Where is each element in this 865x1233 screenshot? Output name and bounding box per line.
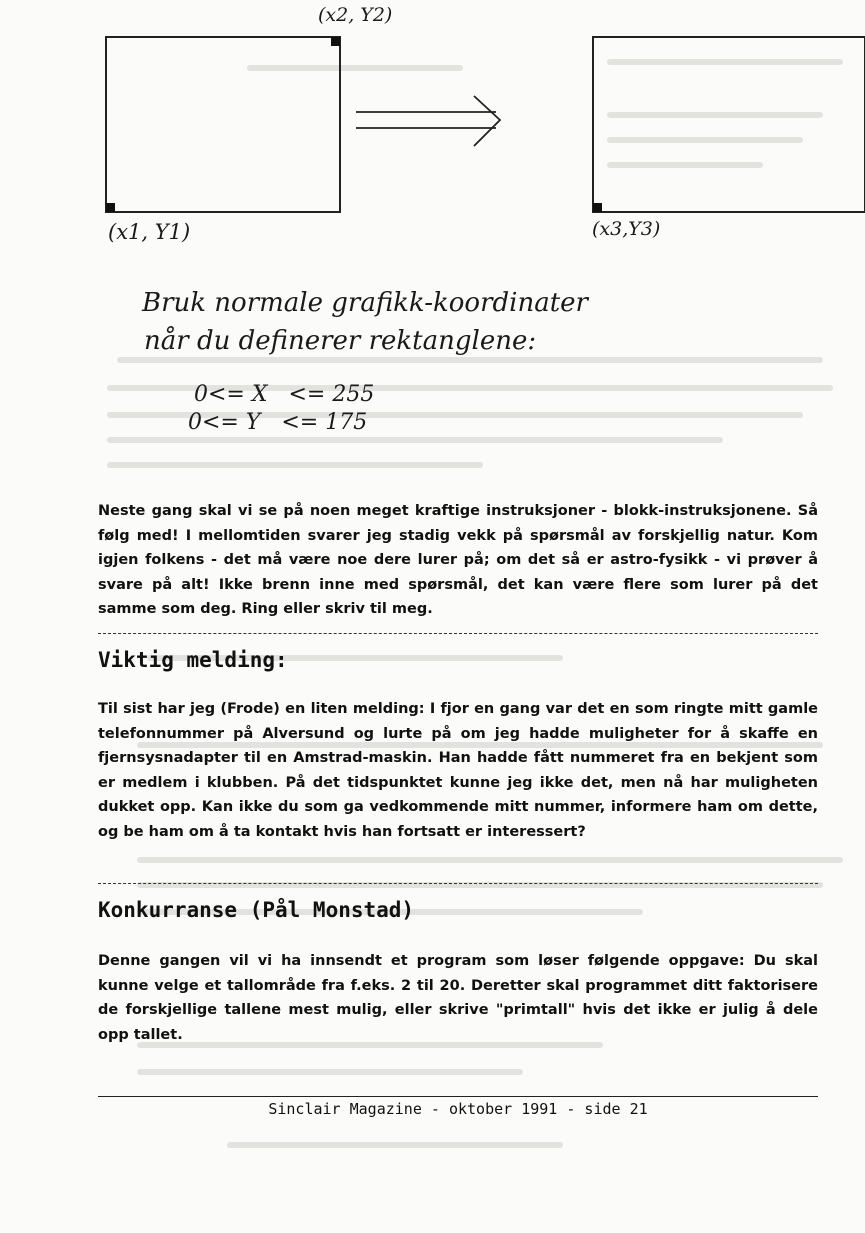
source-rectangle	[106, 37, 340, 212]
note-range-y: 0<= Y <= 175	[188, 410, 368, 435]
rectangle-diagram	[0, 0, 865, 250]
label-x1y1: (x1, Y1)	[108, 220, 191, 244]
footer-rule	[98, 1096, 818, 1097]
corner-marker-x1y1	[106, 203, 115, 212]
note-line-2: når du definerer rektanglene:	[144, 326, 537, 356]
contest-body: Denne gangen vil vi ha innsendt et program som løser følgende oppgave: Du skal kunne velge et tallområde fra f.eks. 2 til 20. Deretter skal programmet ditt faktorisere de forskjellige tallene mest mulig, eller skrive "primtall" hvis det ikke er julig å dele opp tallet.	[98, 953, 818, 1043]
label-x2y2: (x2, Y2)	[318, 4, 393, 26]
corner-marker-x3y3	[593, 203, 602, 212]
section-divider	[98, 633, 818, 634]
heading-contest: Konkurranse (Pål Monstad)	[98, 898, 415, 922]
page-footer: Sinclair Magazine - oktober 1991 - side 21	[268, 1100, 648, 1118]
section-divider	[98, 883, 818, 884]
target-rectangle	[593, 37, 865, 212]
intro-paragraph: Neste gang skal vi se på noen meget kraftige instruksjoner - blokk-instruksjonene. Så følg med! I mellomtiden svarer jeg stadig vekk på spørsmål av forskjellig natur. Kom igjen folkens - det må være noe dere lurer på; om det så er astro-fysikk - vi prøver å svare på alt! Ikke brenn inne med spørsmål, det kan være flere som lurer på det samme som deg. Ring eller skriv til meg.	[98, 503, 818, 617]
important-notice-body: Til sist har jeg (Frode) en liten melding: I fjor en gang var det en som ringte mitt gamle telefonnummer på Alversund og lurte på om jeg hadde muligheter for å skaffe en fjernsysnadapter til en Amstrad-maskin. Han hadde fått nummeret fra en bekjent som er medlem i klubben. På det tidspunktet kunne jeg ikke det, men nå har muligheten dukket opp. Kan ikke du som ga vedkommende mitt nummer, informere ham om dette, og be ham om å ta kontakt hvis han fortsatt er interessert?	[98, 701, 818, 840]
double-arrow	[356, 96, 500, 146]
note-line-1: Bruk normale grafikk-koordinater	[142, 288, 588, 318]
label-x3y3: (x3,Y3)	[592, 218, 661, 240]
note-range-x: 0<= X <= 255	[194, 382, 375, 407]
corner-marker-x2y2	[331, 37, 340, 46]
heading-important-notice: Viktig melding:	[98, 648, 288, 672]
